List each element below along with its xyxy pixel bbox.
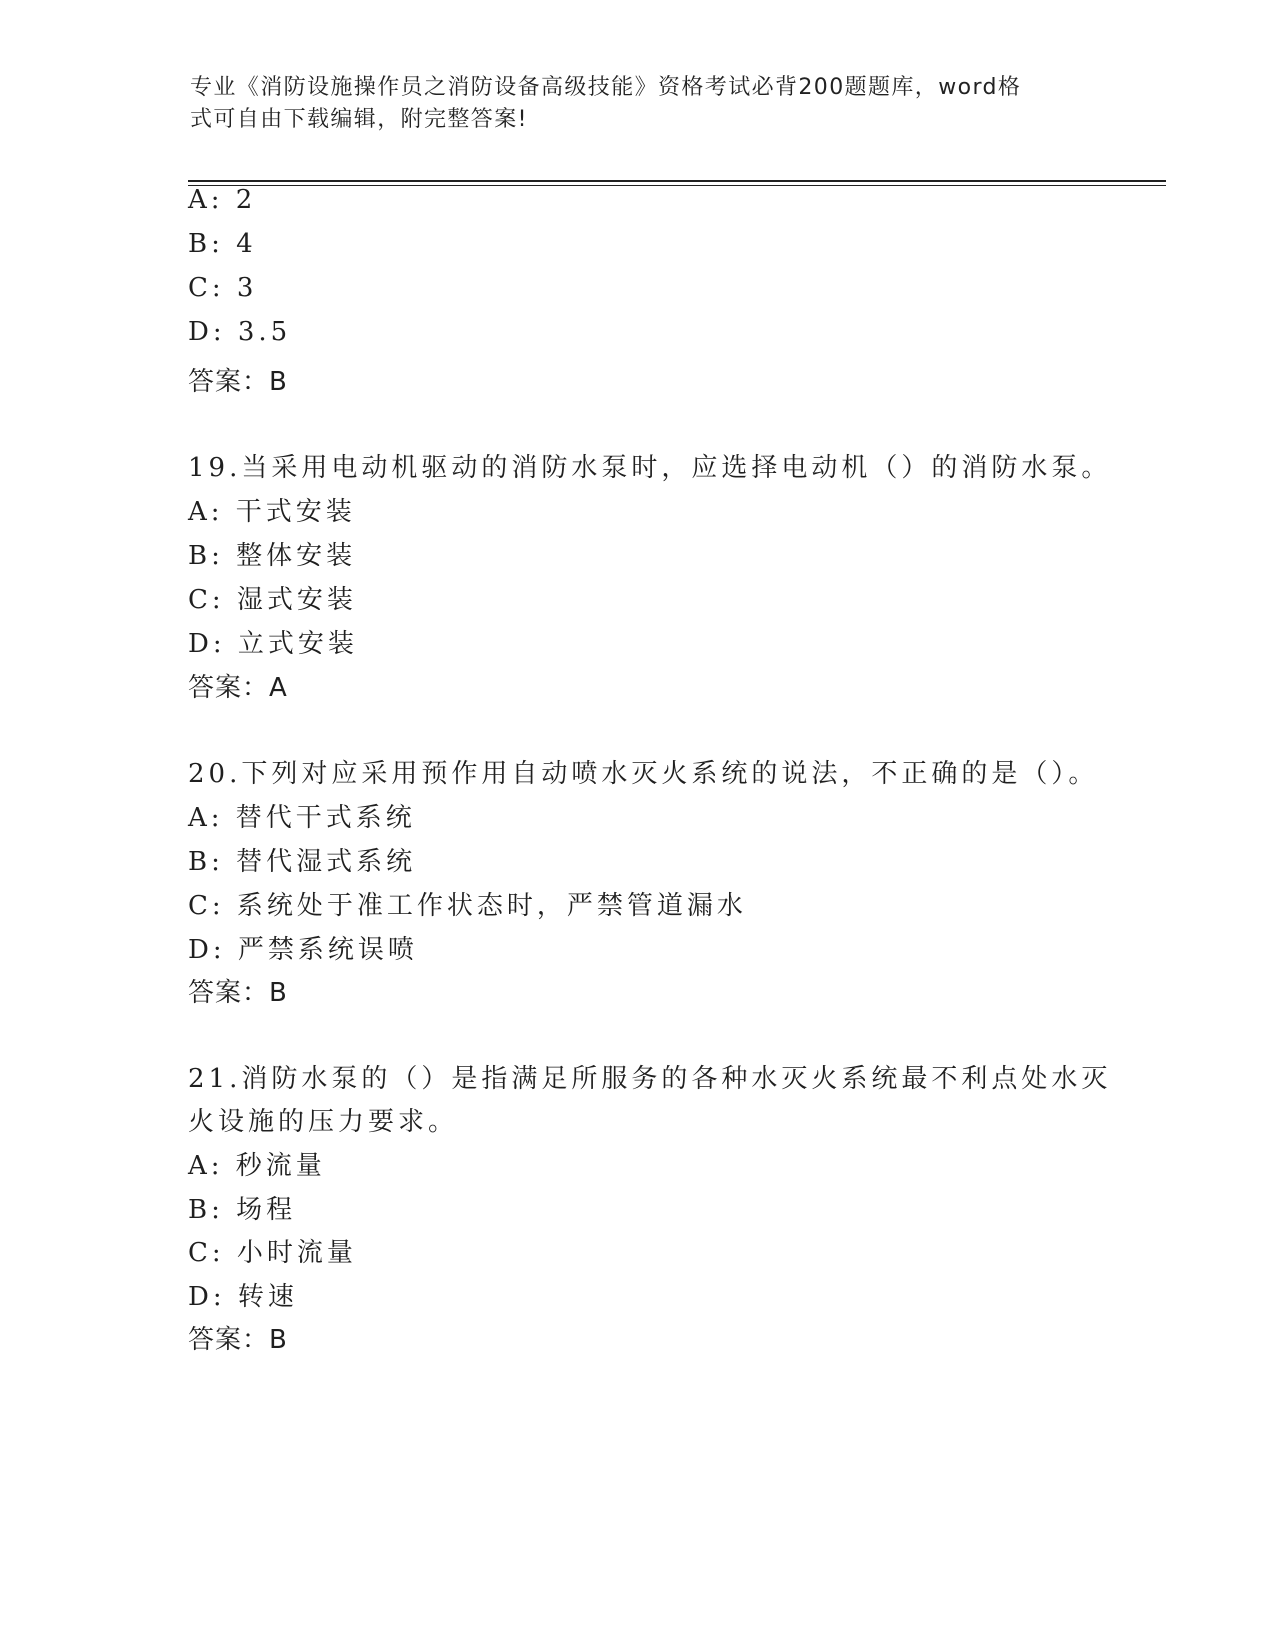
q19-question: 19.当采用电动机驱动的消防水泵时，应选择电动机（）的消防水泵。 <box>188 453 1112 483</box>
q21-option-b: B: 场程 <box>188 1195 297 1225</box>
q18-option-d: D: 3.5 <box>188 317 292 347</box>
q19-option-a: A: 干式安装 <box>188 497 356 527</box>
q20-answer: 答案：B <box>188 978 288 1008</box>
q18-answer: 答案：B <box>188 367 288 397</box>
q18-option-a: A: 2 <box>188 185 257 215</box>
q21-question-line-2: 火设施的压力要求。 <box>188 1107 459 1137</box>
q18-option-c: C: 3 <box>188 273 258 303</box>
header-line-1: 专业《消防设施操作员之消防设备高级技能》资格考试必背200题题库，word格 <box>190 75 1022 100</box>
q20-option-d: D: 严禁系统误喷 <box>188 935 418 965</box>
q21-option-a: A: 秒流量 <box>188 1151 326 1181</box>
q19-option-c: C: 湿式安装 <box>188 585 357 615</box>
q19-answer: 答案：A <box>188 673 288 703</box>
q19-option-d: D: 立式安装 <box>188 629 358 659</box>
q20-option-b: B: 替代湿式系统 <box>188 847 417 877</box>
q20-option-a: A: 替代干式系统 <box>188 803 416 833</box>
document-header <box>190 72 1090 136</box>
q18-option-b: B: 4 <box>188 229 257 259</box>
q21-question-line-1: 21.消防水泵的（）是指满足所服务的各种水灭火系统最不利点处水灭 <box>188 1064 1112 1094</box>
q21-option-d: D: 转速 <box>188 1282 298 1312</box>
header-divider-thin <box>188 185 1166 186</box>
q20-option-c: C: 系统处于准工作状态时，严禁管道漏水 <box>188 891 747 921</box>
header-divider-thick <box>188 180 1166 182</box>
q21-option-c: C: 小时流量 <box>188 1238 357 1268</box>
q21-answer: 答案：B <box>188 1325 288 1355</box>
q20-question: 20.下列对应采用预作用自动喷水灭火系统的说法，不正确的是（）。 <box>188 759 1099 789</box>
q19-option-b: B: 整体安装 <box>188 541 357 571</box>
header-line-2: 式可自由下载编辑，附完整答案! <box>190 107 528 132</box>
